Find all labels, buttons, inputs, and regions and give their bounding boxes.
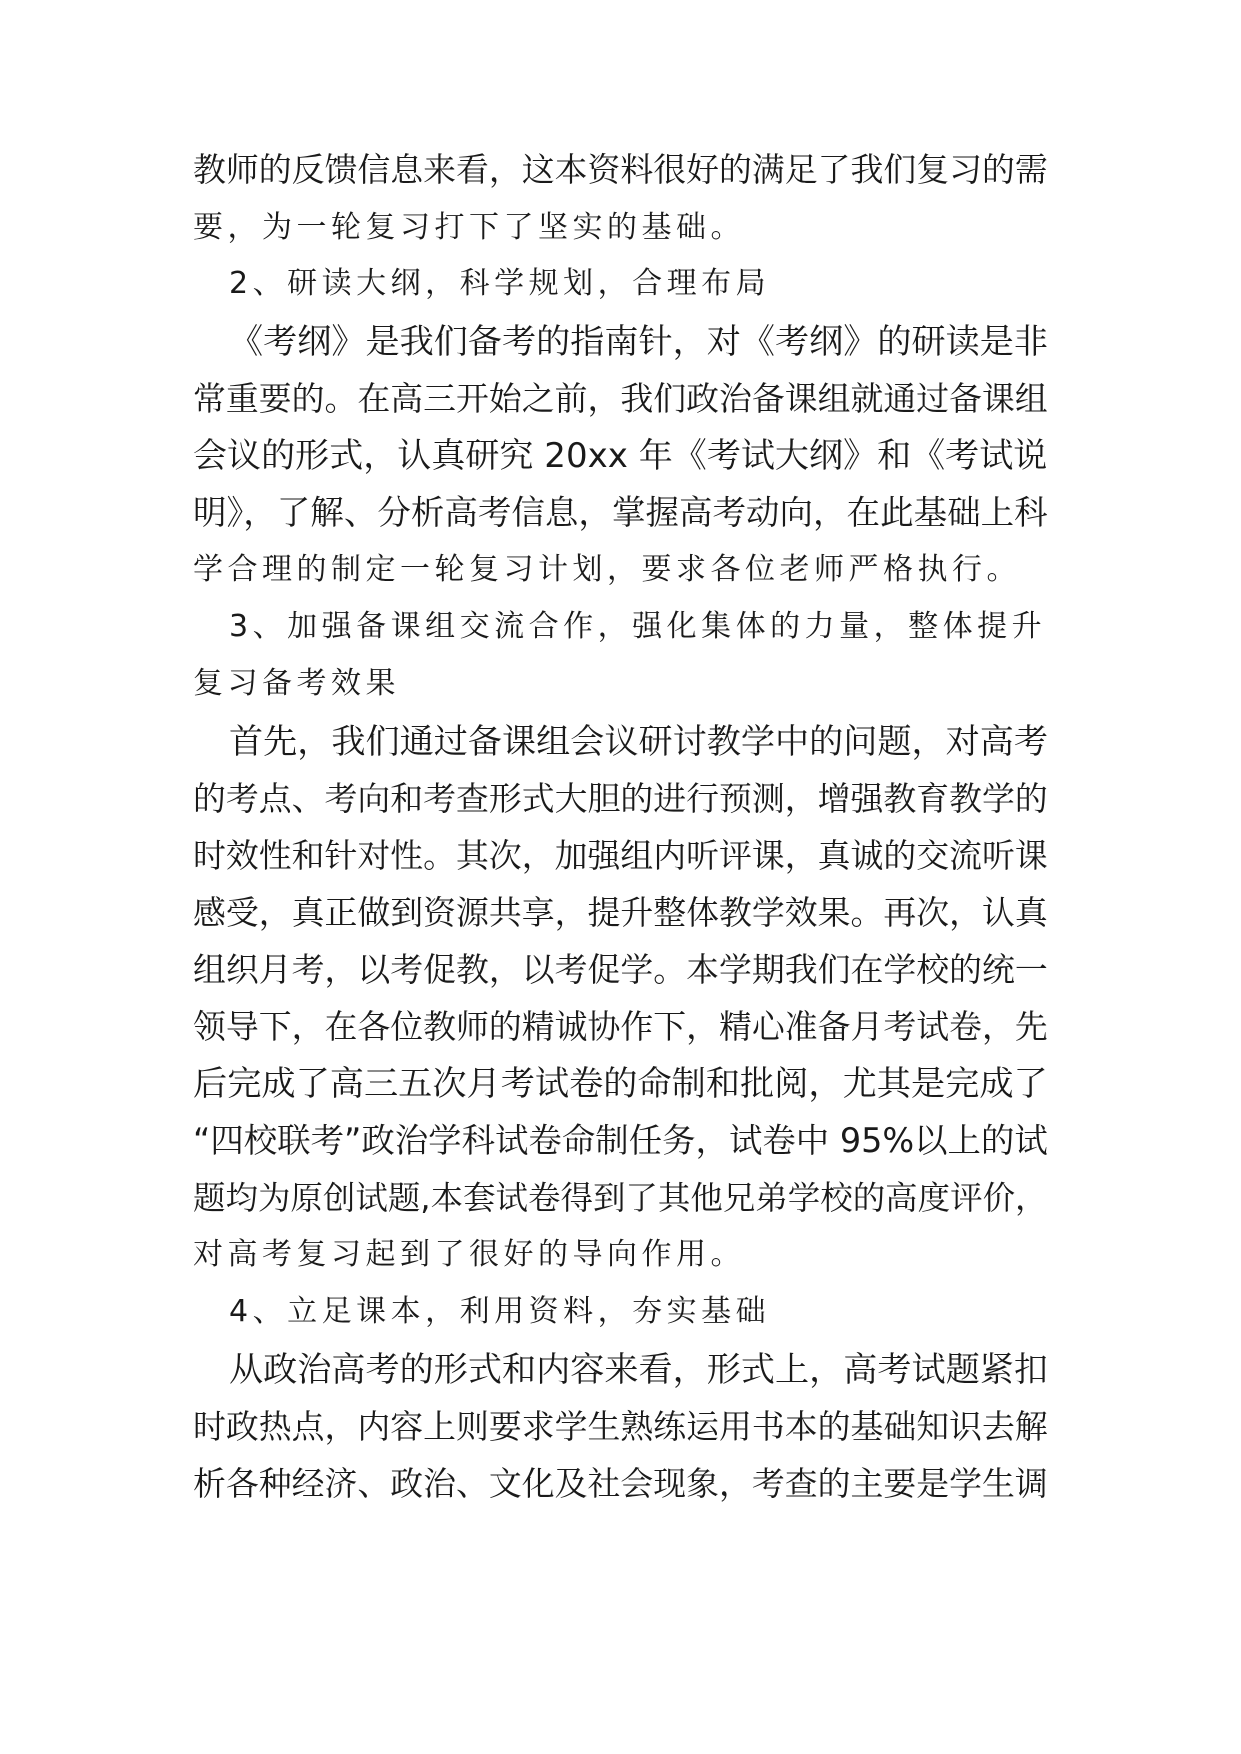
- text-line: 组织月考，以考促教，以考促学。本学期我们在学校的统一: [193, 950, 1048, 989]
- text-line: 析各种经济、政治、文化及社会现象，考查的主要是学生调: [193, 1464, 1048, 1503]
- section-heading-3-cont: 复习备考效果: [193, 666, 400, 701]
- section-heading-3: 3、加强备课组交流合作，强化集体的力量，整体提升: [229, 609, 1047, 644]
- text-line: 常重要的。在高三开始之前，我们政治备课组就通过备课组: [193, 379, 1048, 418]
- text-line: 学合理的制定一轮复习计划，要求各位老师严格执行。: [193, 552, 1021, 587]
- section-heading-4: 4、立足课本，利用资料，夯实基础: [229, 1294, 771, 1329]
- text-line: 感受，真正做到资源共享，提升整体教学效果。再次，认真: [193, 893, 1048, 932]
- text-line: 题均为原创试题,本套试卷得到了其他兄弟学校的高度评价，: [193, 1179, 1048, 1217]
- text-line: 从政治高考的形式和内容来看，形式上，高考试题紧扣: [229, 1350, 1049, 1390]
- text-line: 时效性和针对性。其次，加强组内听评课，真诚的交流听课: [193, 836, 1048, 875]
- text-line: 的考点、考向和考查形式大胆的进行预测，增强教育教学的: [193, 779, 1048, 818]
- section-heading-2: 2、研读大纲，科学规划，合理布局: [229, 266, 771, 301]
- text-line: 后完成了高三五次月考试卷的命制和批阅，尤其是完成了: [193, 1064, 1048, 1104]
- text-line: 教师的反馈信息来看，这本资料很好的满足了我们复习的需: [193, 150, 1048, 189]
- text-line: 首先，我们通过备课组会议研讨教学中的问题，对高考: [229, 722, 1049, 762]
- text-line: 时政热点，内容上则要求学生熟练运用书本的基础知识去解: [193, 1407, 1048, 1446]
- text-line: 明》，了解、分析高考信息，掌握高考动向，在此基础上科: [193, 493, 1048, 532]
- text-line: 要，为一轮复习打下了坚实的基础。: [193, 210, 745, 245]
- text-line: “四校联考”政治学科试卷命制任务，试卷中 95%以上的试: [193, 1121, 1048, 1160]
- text-line: 对高考复习起到了很好的导向作用。: [193, 1237, 745, 1272]
- text-line: 领导下，在各位教师的精诚协作下，精心准备月考试卷，先: [193, 1007, 1048, 1046]
- text-line: 《考纲》是我们备考的指南针，对《考纲》的研读是非: [229, 322, 1049, 362]
- text-line: 会议的形式，认真研究 20xx 年《考试大纲》和《考试说: [193, 436, 1048, 476]
